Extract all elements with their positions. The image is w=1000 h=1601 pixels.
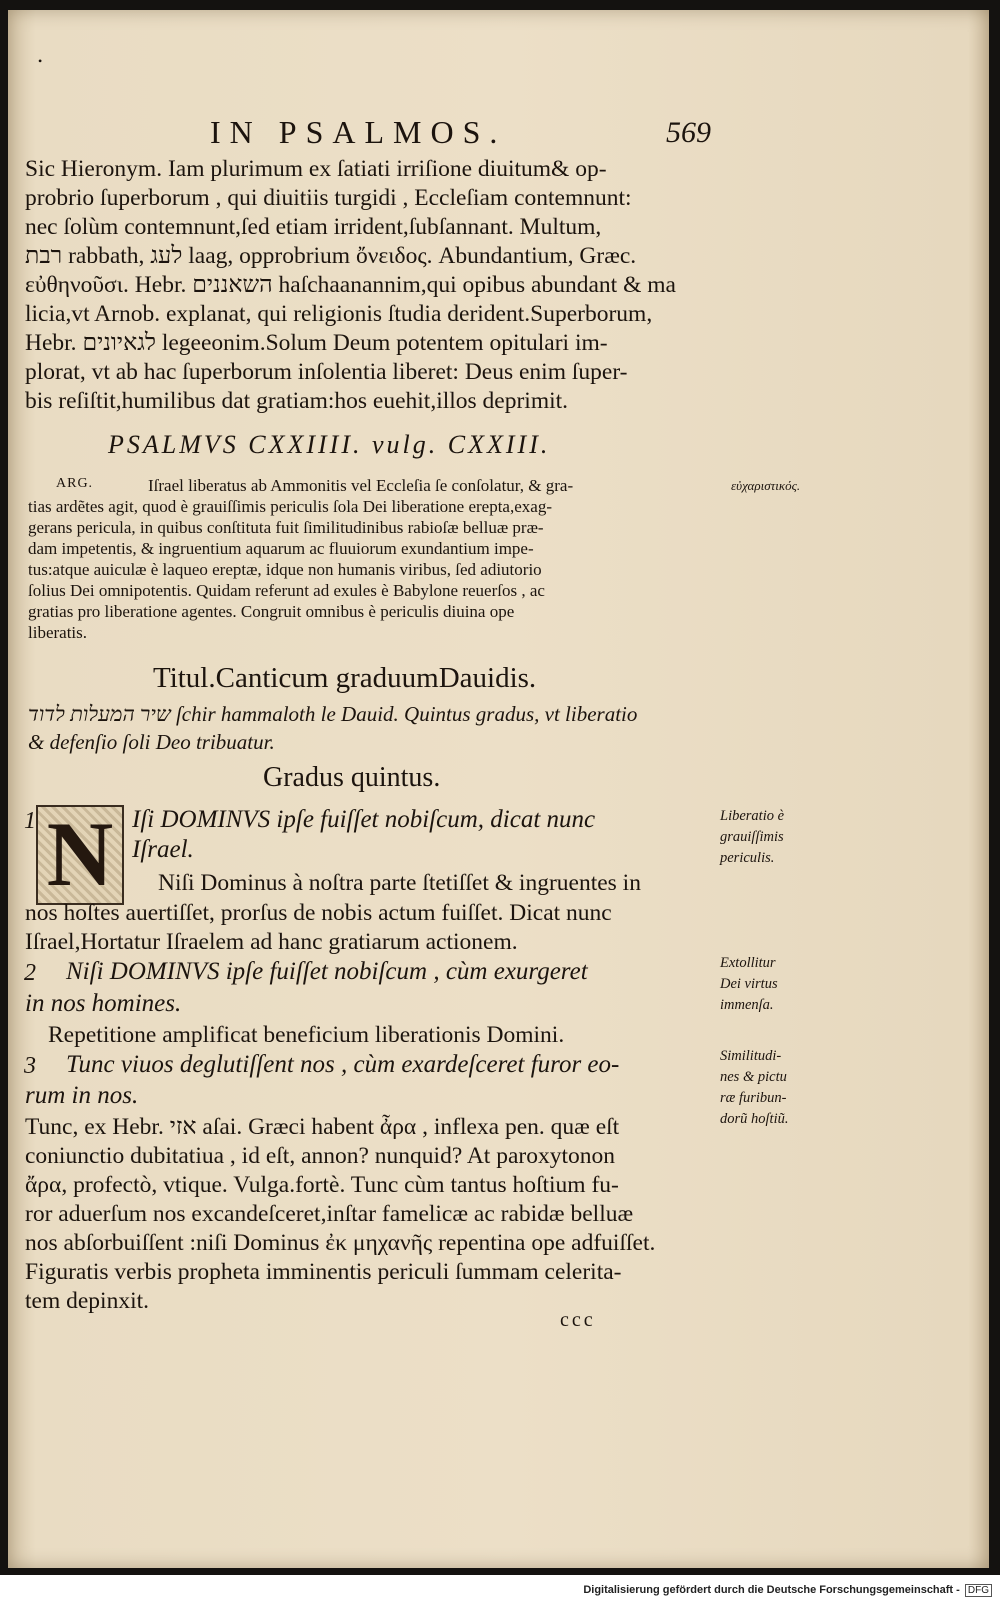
commentary-line: Sic Hieronym. Iam plurimum ex ſatiati irriſione diuitum& op- [25, 156, 607, 182]
drop-cap-letter: N [46, 803, 114, 905]
margin-note: dorũ hoſtiũ. [720, 1111, 789, 1127]
commentary-line: probrio ſuperborum , qui diuitiis turgidi , Eccleſiam contemnunt: [25, 185, 632, 211]
verse-text: Tunc viuos deglutiſſent nos , cùm exardeſceret furor eo- [66, 1051, 620, 1078]
catchword: ccc [560, 1309, 596, 1331]
page-number: 569 [666, 116, 711, 149]
argument-line: tus:atque auiculæ è laqueo ereptæ, idque non humanis viribus, ſed adiutorio [28, 560, 542, 579]
hebrew-title-line: & defenſio ſoli Deo tribuatur. [28, 730, 275, 754]
verse-commentary: Iſrael,Hortatur Iſraelem ad hanc gratiarum actionem. [25, 929, 518, 955]
verse-text: in nos homines. [25, 990, 182, 1017]
margin-note: Similitudi- [720, 1048, 782, 1064]
commentary-line: bis reſiſtit,humilibus dat gratiam:hos euehit,illos deprimit. [25, 388, 569, 414]
commentary-line: רבת rabbath, לעג laag, opprobrium ὄνειδος. Abundantium, Græc. [25, 243, 637, 269]
verse-commentary: ἄρα, profectò, vtique. Vulga.fortè. Tunc cùm tantus hoſtium fu- [25, 1172, 619, 1198]
verse-number: 1 [24, 808, 36, 834]
dfg-logo: DFG [965, 1584, 992, 1597]
verse-commentary: Repetitione amplificat beneficium liberationis Domini. [48, 1022, 565, 1048]
argument-line: Iſrael liberatus ab Ammonitis vel Eccleſia ſe conſolatur, & gra- [148, 476, 574, 495]
commentary-line: licia,vt Arnob. explanat, qui religionis ſtudia derident.Superborum, [25, 301, 653, 327]
running-title: IN PSALMOS. [210, 114, 507, 150]
verse-commentary: nos abſorbuiſſent :niſi Dominus ἐκ μηχανῆς repentina ope adfuiſſet. [25, 1230, 656, 1256]
margin-note: grauiſſimis [720, 829, 784, 845]
hebrew-title-line: שיר המעלות לדוד ſchir hammaloth le Dauid. Quintus gradus, vt liberatio [28, 702, 638, 726]
credit-text: Digitalisierung gefördert durch die Deutsche Forschungsgemeinschaft - [583, 1584, 960, 1596]
margin-note: periculis. [720, 850, 775, 866]
book-page [8, 10, 989, 1568]
margin-note: Dei virtus [720, 976, 778, 992]
commentary-line: nec ſolùm contemnunt,ſed etiam irrident,ſubſannant. Multum, [25, 214, 602, 240]
verse-commentary: Figuratis verbis propheta imminentis periculi ſummam celerita- [25, 1259, 622, 1285]
margin-note: Liberatio è [720, 808, 785, 824]
argument-line: gratias pro liberatione agentes. Congruit omnibus è periculis diuina ope [28, 602, 515, 621]
argument-line: liberatis. [28, 623, 88, 642]
margin-greek-note: εὐχαριστικός. [731, 478, 801, 493]
verse-text: rum in nos. [25, 1082, 139, 1109]
verse-text: Niſi DOMINVS ipſe fuiſſet nobiſcum , cùm exurgeret [66, 958, 588, 985]
commentary-line: plorat, vt ab hac ſuperborum inſolentia liberet: Deus enim ſuper- [25, 359, 628, 385]
verse-text: Iſrael. [132, 836, 194, 863]
digitization-credit [583, 1584, 992, 1597]
verse-commentary: Tunc, ex Hebr. אזי aſai. Græci habent ἆρα , inflexa pen. quæ eſt [25, 1114, 620, 1140]
margin-note: Extollitur [720, 955, 776, 971]
drop-cap-initial [36, 805, 124, 905]
verse-commentary: tem depinxit. [25, 1288, 150, 1314]
commentary-line: Hebr. לגאיונים legeeonim.Solum Deum potentem opitulari im- [25, 330, 608, 356]
verse-commentary: coniunctio dubitatiua , id eſt, annon? nunquid? At paroxytonon [25, 1143, 616, 1169]
commentary-line: εὐθηνοῦσι. Hebr. השאננים haſchaanannim,qui opibus abundant & ma [25, 272, 676, 298]
argument-line: ſolius Dei omnipotentis. Quidam referunt ad exules è Babylone reuerſos , ac [28, 581, 545, 600]
verse-commentary: Niſi Dominus à noſtra parte ſtetiſſet & ingruentes in [158, 870, 641, 896]
argument-line: gerans pericula, in quibus conſtituta fuit ſimilitudinibus rabioſæ belluæ præ- [28, 518, 544, 537]
verse-number: 2 [24, 960, 36, 986]
verse-commentary: nos hoſtes auertiſſet, prorſus de nobis actum fuiſſet. Dicat nunc [25, 900, 612, 926]
margin-note: nes & pictu [720, 1069, 787, 1085]
argument-line: tias ardẽtes agit, quod è grauiſſimis periculis ſola Dei liberatione erepta,exag- [28, 497, 552, 516]
page-speck: • [38, 54, 43, 68]
psalm-title-line: Titul.Canticum graduumDauidis. [153, 662, 537, 694]
margin-note: immenſa. [720, 997, 774, 1013]
section-heading: Gradus quintus. [263, 762, 441, 793]
verse-text: Iſi DOMINVS ipſe fuiſſet nobiſcum, dicat nunc [132, 806, 596, 833]
argument-line: dam impetentis, & ingruentium aquarum ac fluuiorum exundantium impe- [28, 539, 534, 558]
verse-number: 3 [24, 1053, 36, 1079]
margin-note: ræ furibun- [720, 1090, 787, 1106]
psalm-heading: PSALMVS CXXIIII. vulg. CXXIII. [108, 430, 551, 459]
argument-label: ARG. [56, 476, 94, 491]
verse-commentary: ror aduerſum nos excandeſceret,inſtar famelicæ ac rabidæ belluæ [25, 1201, 634, 1227]
